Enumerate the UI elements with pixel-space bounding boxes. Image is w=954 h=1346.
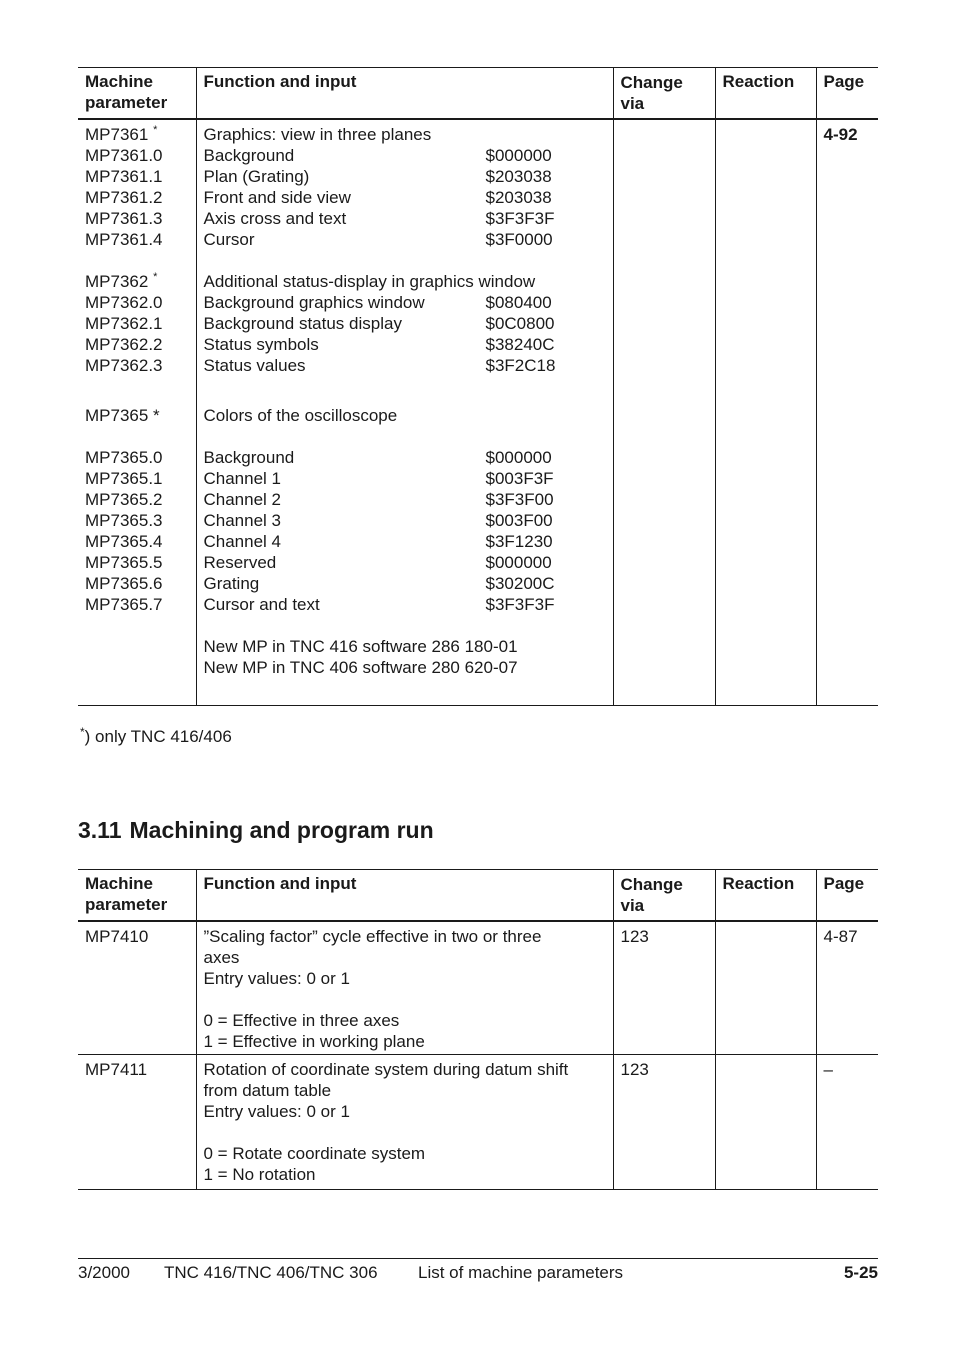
header-line: via: [620, 896, 645, 915]
param-name: MP7365.6: [85, 574, 163, 593]
color-entry: Channel 2 $3F3F00: [203, 490, 554, 509]
color-entry: Status values $3F2C18: [203, 356, 556, 375]
function-heading: Colors of the oscilloscope: [203, 406, 398, 425]
footnote: [80, 727, 232, 747]
function-line: Entry values: 0 or 1: [203, 969, 350, 988]
change-via-cell: 123: [613, 921, 715, 1055]
footer-date: 3/2000: [78, 1263, 130, 1282]
reaction-cell: [715, 119, 816, 706]
param-name: MP7361.4: [85, 230, 163, 249]
param-cell: MP7410: [78, 921, 196, 1055]
reaction-cell: [715, 1055, 816, 1190]
color-entry: Channel 4 $3F1230: [203, 532, 553, 551]
function-line: 1 = No rotation: [203, 1165, 316, 1184]
function-line: Rotation of coordinate system during datum shift: [203, 1060, 569, 1079]
function-line: 1 = Effective in working plane: [203, 1032, 425, 1051]
function-line: Entry values: 0 or 1: [203, 1102, 350, 1121]
table-row: [78, 119, 878, 706]
color-entry: Background $000000: [203, 448, 552, 467]
color-entry: Plan (Grating) $203038: [203, 167, 552, 186]
asterisk-mark: *: [153, 124, 158, 136]
param-name: MP7361.3: [85, 209, 163, 228]
color-entry: Front and side view $203038: [203, 188, 552, 207]
header-line: Change: [620, 73, 683, 92]
header-reaction: Reaction: [715, 870, 816, 922]
param-name: MP7362.0: [85, 293, 163, 312]
software-note: New MP in TNC 416 software 286 180-01: [203, 637, 518, 656]
page-ref-cell: –: [816, 1055, 878, 1190]
param-name: MP7361.2: [85, 188, 163, 207]
footer-page-number: 5-25: [843, 1263, 878, 1282]
function-line: [204, 989, 606, 1010]
section-number: 3.11: [78, 817, 122, 843]
function-line: ”Scaling factor” cycle effective in two or three: [203, 927, 542, 946]
color-entry: Background $000000: [203, 146, 552, 165]
page-ref-cell: 4-92: [816, 119, 878, 706]
param-name: MP7365.7: [85, 595, 163, 614]
color-parameters-table: [78, 67, 878, 706]
function-cell: [196, 1055, 613, 1190]
header-function: Function and input: [196, 68, 613, 120]
function-cell: [196, 119, 613, 706]
section-heading: [78, 817, 434, 844]
function-line: 0 = Rotate coordinate system: [203, 1144, 426, 1163]
footer-title: List of machine parameters: [418, 1263, 624, 1282]
param-name: MP7365.4: [85, 532, 163, 551]
color-entry: Axis cross and text $3F3F3F: [203, 209, 555, 228]
footer-models: TNC 416/TNC 406/TNC 306: [164, 1263, 378, 1282]
color-entry: Channel 1 $003F3F: [203, 469, 554, 488]
color-entry: Cursor and text $3F3F3F: [203, 595, 555, 614]
table-header-row: [78, 68, 878, 120]
param-group-head: MP7361 *: [85, 124, 158, 144]
header-line: via: [620, 94, 645, 113]
param-name: MP7365.2: [85, 490, 163, 509]
param-name: MP7362.3: [85, 356, 163, 375]
param-name: MP7362.2: [85, 335, 163, 354]
change-via-cell: 123: [613, 1055, 715, 1190]
header-machine-parameter: [78, 870, 196, 922]
software-note: New MP in TNC 406 software 280 620-07: [203, 658, 518, 677]
param-group-head: MP7365 *: [85, 406, 160, 425]
function-heading: Graphics: view in three planes: [203, 125, 432, 144]
function-line: [204, 1122, 606, 1143]
header-line: parameter: [85, 93, 168, 112]
header-line: Machine: [85, 874, 154, 893]
table-header-row: [78, 870, 878, 922]
function-line: 0 = Effective in three axes: [203, 1011, 400, 1030]
param-name: MP7365.3: [85, 511, 163, 530]
asterisk-mark: *: [80, 725, 85, 739]
header-change-via: [613, 870, 715, 922]
function-line: from datum table: [203, 1081, 332, 1100]
color-entry: Grating $30200C: [203, 574, 555, 593]
header-change-via: [613, 68, 715, 120]
header-page: Page: [816, 870, 878, 922]
param-name: MP7365.5: [85, 553, 163, 572]
color-entry: Channel 3 $003F00: [203, 511, 553, 530]
change-via-cell: [613, 119, 715, 706]
color-entry: Cursor $3F0000: [203, 230, 553, 249]
table-row: [78, 921, 878, 1055]
page-footer: [78, 1258, 878, 1287]
param-cell: [78, 119, 196, 706]
footnote-text: ) only TNC 416/406: [84, 727, 232, 746]
param-name: MP7365.0: [85, 448, 163, 467]
header-line: Machine: [85, 72, 154, 91]
color-entry: Status symbols $38240C: [203, 335, 555, 354]
function-line: axes: [203, 948, 240, 967]
param-name: MP7361.0: [85, 146, 163, 165]
section-title: Machining and program run: [129, 817, 434, 843]
color-entry: Background status display $0C0800: [203, 314, 555, 333]
param-name: MP7365.1: [85, 469, 163, 488]
function-cell: [196, 921, 613, 1055]
param-group-head: MP7362 *: [85, 271, 158, 291]
table-row: [78, 1055, 878, 1190]
machining-parameters-table: [78, 869, 878, 1190]
color-entry: Reserved $000000: [203, 553, 552, 572]
header-machine-parameter: [78, 68, 196, 120]
function-heading: Additional status-display in graphics window: [203, 272, 536, 291]
color-entry: Background graphics window $080400: [203, 293, 552, 312]
page-ref-cell: 4-87: [816, 921, 878, 1055]
reaction-cell: [715, 921, 816, 1055]
param-name: MP7361.1: [85, 167, 163, 186]
header-line: Change: [620, 875, 683, 894]
param-name: MP7362.1: [85, 314, 163, 333]
header-line: parameter: [85, 895, 168, 914]
header-page: Page: [816, 68, 878, 120]
param-cell: MP7411: [78, 1055, 196, 1190]
header-function: Function and input: [196, 870, 613, 922]
header-reaction: Reaction: [715, 68, 816, 120]
asterisk-mark: *: [153, 271, 158, 283]
